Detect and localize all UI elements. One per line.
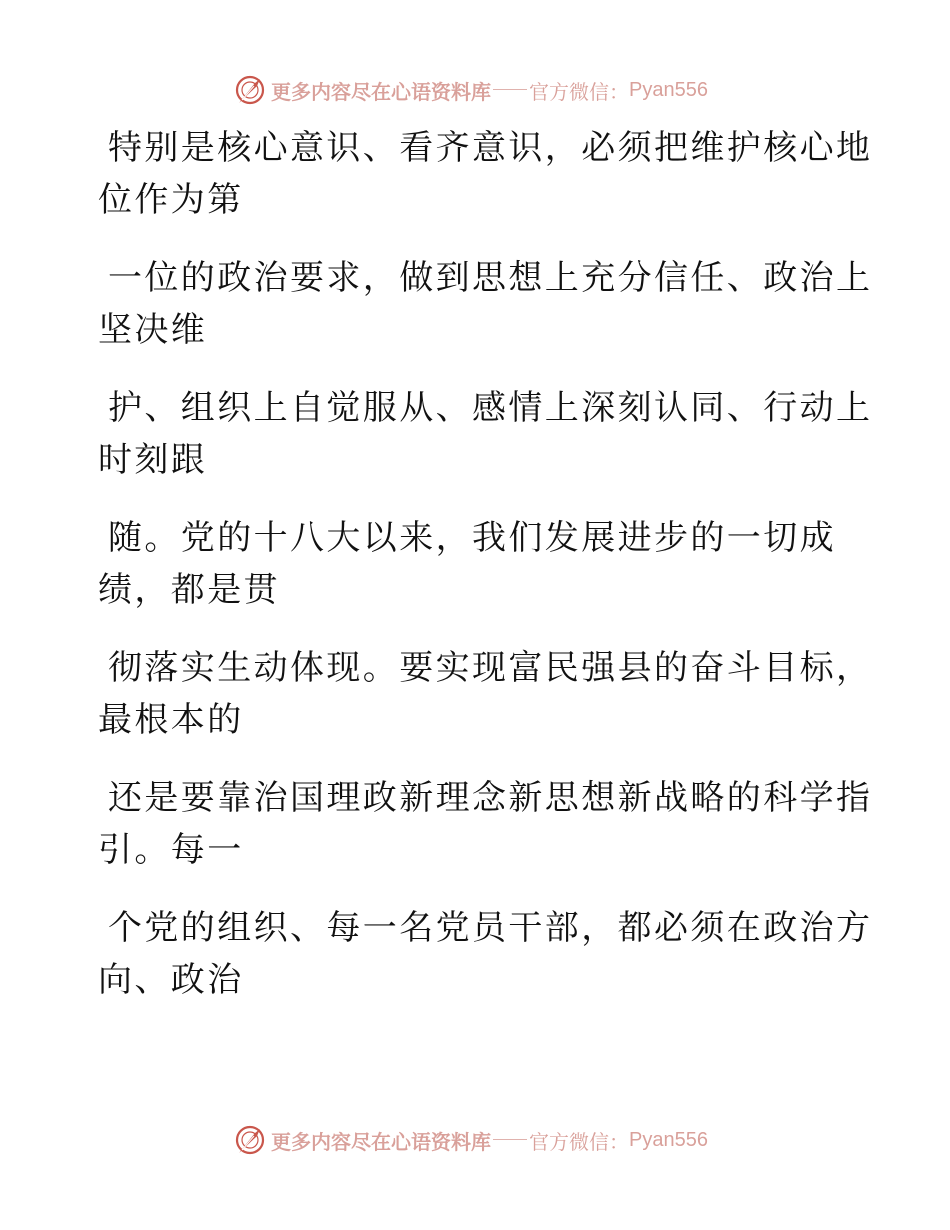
text-line: 坚决维 — [98, 310, 208, 350]
paragraph — [98, 772, 873, 876]
text-line: 随。党的十八大以来，我们发展进步的一切成 — [108, 518, 836, 558]
watermark-dash — [493, 1139, 527, 1140]
text-line: 最根本的 — [98, 700, 244, 740]
watermark-wechat-id: Pyan556 — [629, 78, 708, 101]
text-line: 彻落实生动体现。要实现富民强县的奋斗目标， — [108, 648, 873, 688]
watermark-brand: 更多内容尽在心语资料库 — [271, 1129, 491, 1154]
text-line: 位作为第 — [98, 180, 244, 220]
text-line: 特别是核心意识、看齐意识，必须把维护核心地 — [108, 128, 873, 168]
quill-pen-logo-icon — [233, 1123, 267, 1157]
watermark-dash — [493, 89, 527, 90]
watermark-wechat-label: 官方微信： — [529, 79, 629, 104]
text-line: 护、组织上自觉服从、感情上深刻认同、行动上 — [108, 388, 873, 428]
paragraph — [98, 382, 873, 486]
quill-pen-logo-icon — [233, 73, 267, 107]
paragraph — [98, 252, 873, 356]
header-watermark — [233, 72, 708, 108]
text-line: 时刻跟 — [98, 440, 208, 480]
watermark-wechat-id: Pyan556 — [629, 1128, 708, 1151]
footer-watermark — [233, 1122, 708, 1158]
text-line: 一位的政治要求，做到思想上充分信任、政治上 — [108, 258, 873, 298]
text-line: 个党的组织、每一名党员干部，都必须在政治方 — [108, 908, 873, 948]
text-line: 绩，都是贯 — [98, 570, 280, 610]
text-line: 还是要靠治国理政新理念新思想新战略的科学指 — [108, 778, 873, 818]
document-body — [98, 122, 873, 1032]
watermark-wechat-label: 官方微信： — [529, 1129, 629, 1154]
watermark-brand: 更多内容尽在心语资料库 — [271, 79, 491, 104]
text-line: 向、政治 — [98, 960, 244, 1000]
paragraph — [98, 642, 873, 746]
text-line: 引。每一 — [98, 830, 244, 870]
paragraph — [98, 902, 873, 1006]
paragraph — [98, 512, 838, 616]
paragraph — [98, 122, 873, 226]
